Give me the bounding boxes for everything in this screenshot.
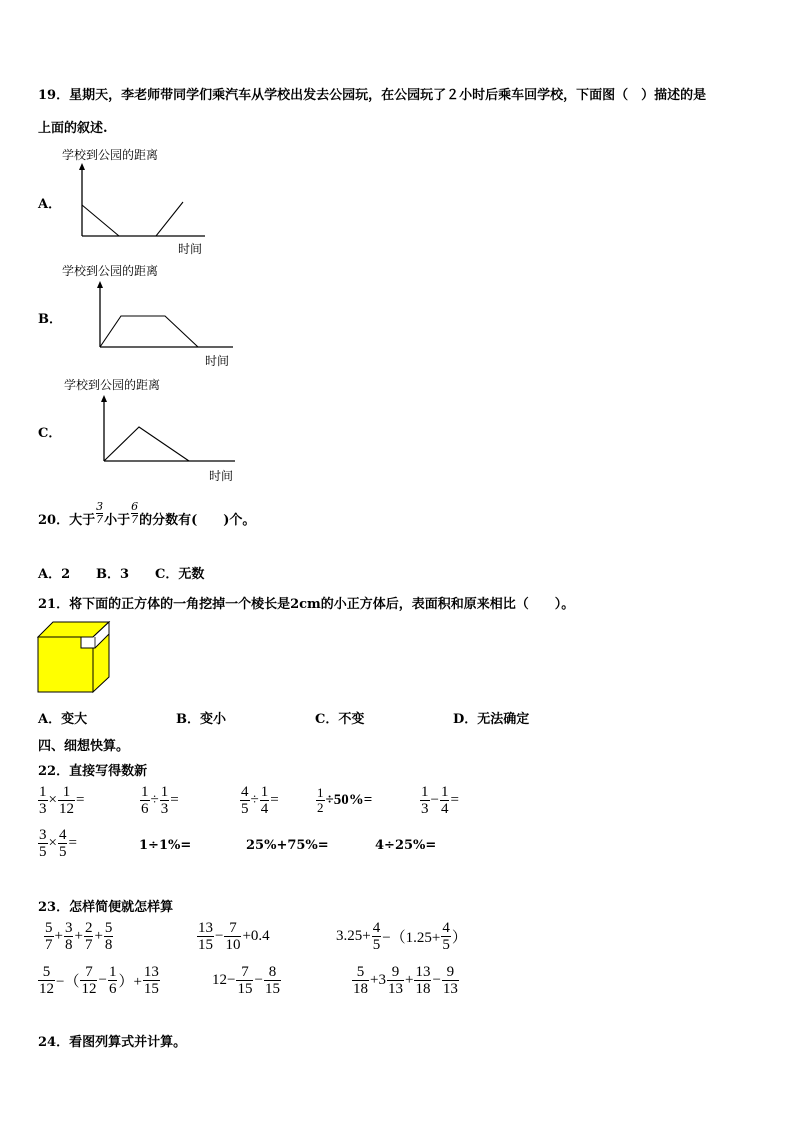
q22-expr-2: $\frac{1}{6}$ ÷ $\frac{1}{3}$ = xyxy=(141,784,179,817)
q21-choice-a: A．变大 xyxy=(38,712,88,727)
q22-expr-5: $\frac{1}{3}$ − $\frac{1}{4}$ = xyxy=(421,784,459,817)
q22-expr-8: 25%+75%= xyxy=(246,838,329,853)
q23-expr-3: 3.25+ $\frac{4}{5}$ −（1.25+ $\frac{4}{5}$ ） xyxy=(336,920,467,953)
graph-b-line xyxy=(100,316,198,347)
graph-b-ylabel: 学校到公园的距离 xyxy=(62,264,159,278)
graph-a-line xyxy=(82,202,183,236)
q21-choice-d: D．无法确定 xyxy=(453,712,530,727)
graph-b-y-arrow xyxy=(97,281,103,288)
graph-a-xlabel: 时间 xyxy=(178,242,203,256)
option-b-label: B． xyxy=(38,312,62,327)
q20-choice-c: C．无数 xyxy=(155,567,205,582)
q22-expr-6: $\frac{3}{5}$ × $\frac{4}{5}$ = xyxy=(39,827,77,860)
graph-c-y-arrow xyxy=(101,395,107,402)
graph-a-ylabel: 学校到公园的距离 xyxy=(62,148,159,162)
q21-choice-b: B．变小 xyxy=(176,712,226,727)
q21-choice-c: C．不变 xyxy=(315,712,365,727)
q23-expr-6: $\frac{5}{18}$ +3 $\frac{9}{13}$ + $\frac{13}{18}$ − $\frac{9}{13}$ xyxy=(353,964,458,997)
q23-expr-4: $\frac{5}{12}$ −（ $\frac{7}{12}$ − $\frac{1}{6}$ ）+ $\frac{13}{15}$ xyxy=(39,964,159,997)
q20-fraction-2: $\frac{6}{7}$ xyxy=(131,500,139,526)
q20-question xyxy=(38,500,256,528)
q22-expr-7: 1÷1%= xyxy=(139,838,192,853)
graph-c-ylabel: 学校到公园的距离 xyxy=(64,378,161,392)
q22-expr-1: $\frac{1}{3}$ × $\frac{1}{12}$ = xyxy=(39,784,85,817)
section-heading: 四、细想快算。 xyxy=(38,739,130,754)
q22-title: 22．直接写得数新 xyxy=(38,764,148,779)
q23-expr-5: 12− $\frac{7}{15}$ − $\frac{8}{15}$ xyxy=(212,964,280,997)
q22-expr-3: $\frac{4}{5}$ ÷ $\frac{1}{4}$ = xyxy=(241,784,279,817)
q20-prefix: 20．大于 xyxy=(38,513,96,528)
graph-a-y-arrow xyxy=(79,163,85,170)
q23-expr-2: $\frac{13}{15}$ − $\frac{7}{10}$ +0.4 xyxy=(198,920,270,953)
q20-choice-b: B．3 xyxy=(96,567,130,582)
q19-line2: 上面的叙述. xyxy=(38,121,108,136)
option-c-label: C． xyxy=(38,426,62,441)
q23-title: 23．怎样简便就怎样算 xyxy=(38,900,174,915)
graph-c-line xyxy=(104,427,189,461)
option-a-label: A． xyxy=(38,197,62,212)
q24-title: 24．看图列算式并计算。 xyxy=(38,1035,187,1050)
q20-choice-a: A．2 xyxy=(38,567,71,582)
graph-c-xlabel: 时间 xyxy=(209,469,234,483)
graph-a xyxy=(55,143,255,258)
graph-b xyxy=(55,259,255,374)
q21-question: 21．将下面的正方体的一角挖掉一个棱长是2cm的小正方体后，表面积和原来相比（ ）。 xyxy=(38,597,575,612)
graph-b-xlabel: 时间 xyxy=(205,354,230,368)
q20-mid: 小于 xyxy=(104,513,131,528)
q22-expr-9: 4÷25%= xyxy=(375,838,437,853)
cube-figure xyxy=(37,621,113,695)
q19-line1: 19．星期天，李老师带同学们乘汽车从学校出发去公园玩，在公园玩了２小时后乘车回学校，下面图（ ）描述的是 xyxy=(38,88,707,103)
q22-expr-4: $\frac{1}{2}$ ÷50%= xyxy=(317,785,373,815)
q20-fraction-1: $\frac{3}{7}$ xyxy=(96,500,104,526)
graph-c xyxy=(55,373,265,488)
q23-expr-1: $\frac{5}{7}$ + $\frac{3}{8}$ + $\frac{2}{7}$ + $\frac{5}{8}$ xyxy=(45,920,113,953)
q20-suffix: 的分数有( )个。 xyxy=(139,513,256,528)
